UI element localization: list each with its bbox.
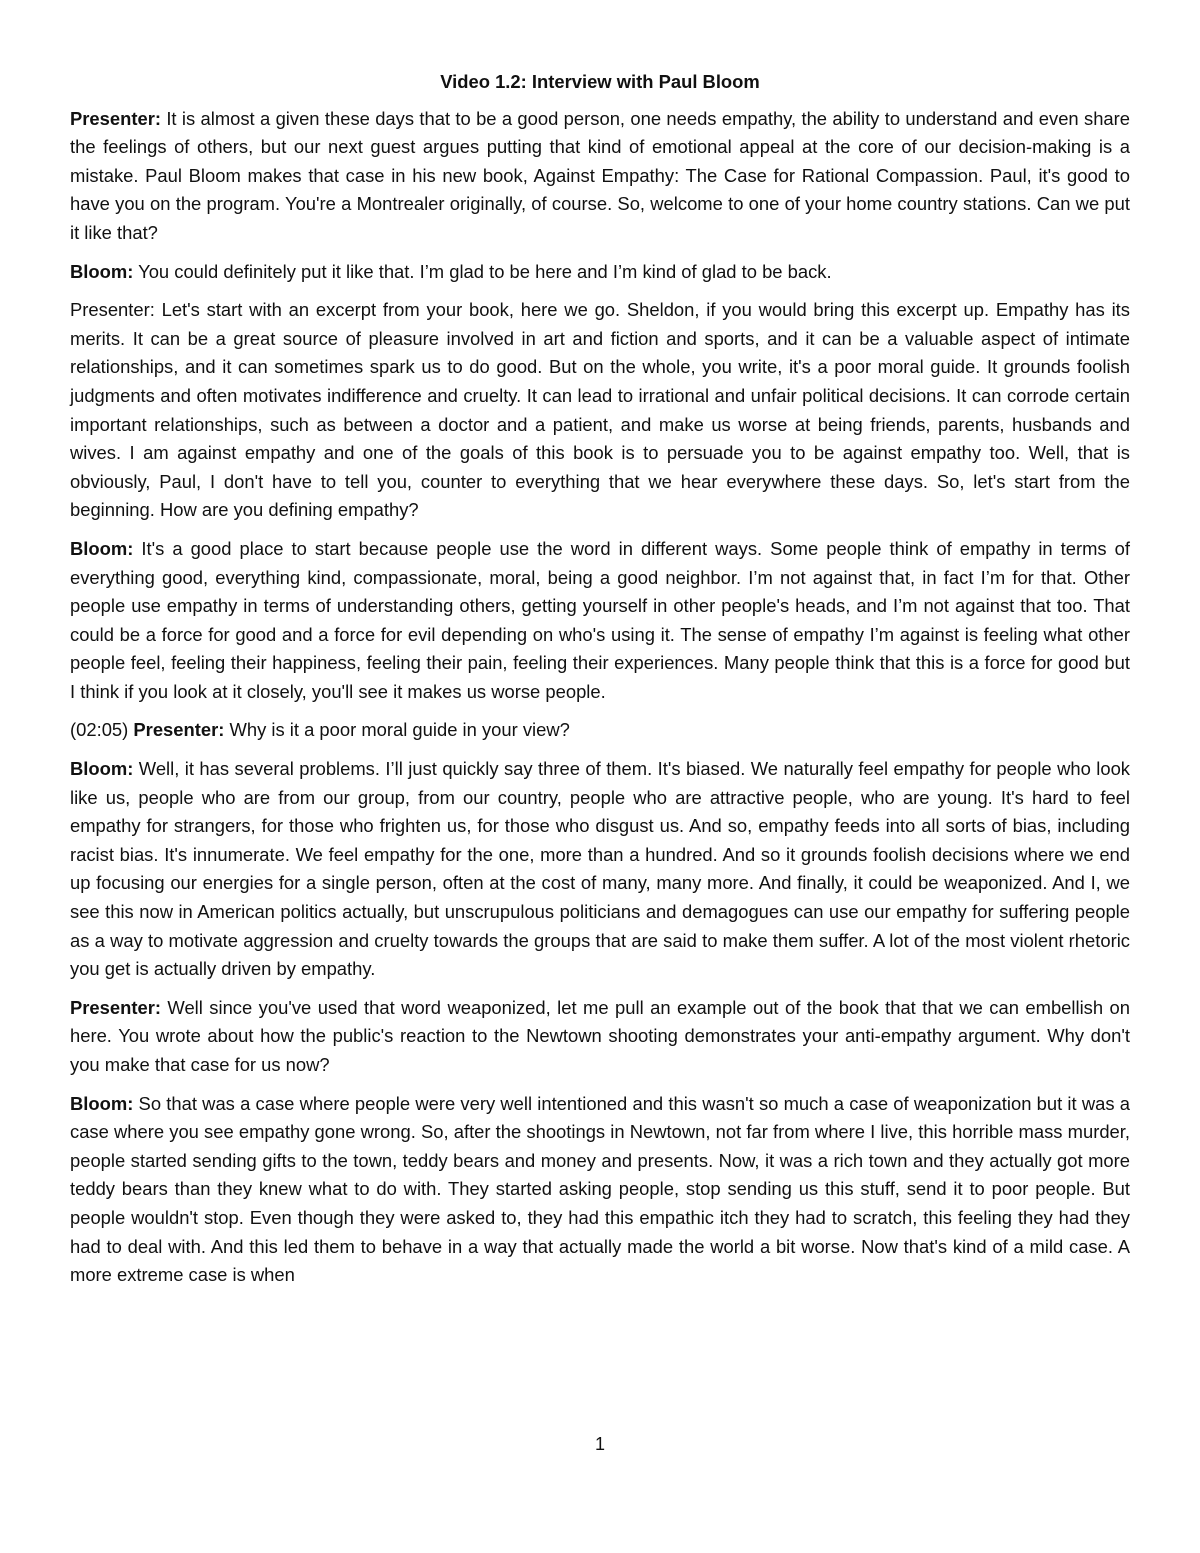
paragraph — [70, 716, 1130, 745]
paragraph-text: You could definitely put it like that. I’m glad to be here and I’m kind of glad to be back. — [133, 260, 832, 282]
speaker-label: Presenter: — [70, 996, 161, 1018]
paragraph — [70, 755, 1130, 984]
paragraph — [70, 296, 1130, 525]
paragraph — [70, 105, 1130, 248]
paragraph — [70, 1090, 1130, 1290]
speaker-label: Bloom: — [70, 1092, 134, 1114]
paragraph — [70, 535, 1130, 707]
speaker-label: Presenter: — [70, 107, 161, 129]
paragraph-text: Why is it a poor moral guide in your view? — [224, 719, 570, 741]
paragraph-text: Presenter: Let's start with an excerpt from your book, here we go. Sheldon, if you would bring this excerpt up. Empathy has its merits. It can be a great source of pleasure involved in art and fiction and sports, and it can be a valuable aspect of intimate relationships, and it can sometimes spark us to do good. But on the whole, you write, it's a poor moral guide. It grounds foolish judgments and often motivates indifference and cruelty. It can lead to irrational and unfair political decisions. It can corrode certain important relationships, such as between a doctor and a patient, and make us worse at being friends, parents, husbands and wives. I am against empathy and one of the goals of this book is to persuade you to be against empathy too. Well, that is obviously, Paul, I don't have to tell you, counter to everything that we hear everywhere these days. So, let's start from the beginning. How are you defining empathy? — [70, 299, 1130, 521]
speaker-label: Bloom: — [70, 260, 134, 282]
timestamp: (02:05) — [70, 719, 134, 741]
paragraph-text: So that was a case where people were very well intentioned and this wasn't so much a case of weaponization but it was a case where you see empathy gone wrong. So, after the shootings in Newtown, not far from where I live, this horrible mass murder, people started sending gifts to the town, teddy bears and money and presents. Now, it was a rich town and they actually got more teddy bears than they knew what to do with. They started asking people, stop sending us this stuff, send it to poor people. But people wouldn't stop. Even though they were asked to, they had this empathic itch they had to scratch, this feeling they had they had to deal with. And this led them to behave in a way that actually made the world a bit worse. Now that's kind of a mild case. A more extreme case is when — [70, 1092, 1130, 1286]
speaker-label: Presenter: — [133, 719, 225, 741]
document-page — [70, 68, 1130, 1300]
paragraph-text: It is almost a given these days that to be a good person, one needs empathy, the ability to understand and even share the feelings of others, but our next guest argues putting that kind of emotional appeal at the core of our decision-making is a mistake. Paul Bloom makes that case in his new book, Against Empathy: The Case for Rational Compassion. Paul, it's good to have you on the program. You're a Montrealer originally, of course. So, welcome to one of your home country stations. Can we put it like that? — [70, 107, 1130, 243]
paragraph — [70, 258, 1130, 287]
speaker-label: Bloom: — [70, 537, 134, 559]
paragraph-text: It's a good place to start because people use the word in different ways. Some people think of empathy in terms of everything good, everything kind, compassionate, moral, being a good neighbor. I’m not against that, in fact I’m for that. Other people use empathy in terms of understanding others, getting yourself in other people's heads, and I’m not against that too. That could be a force for good and a force for evil depending on who's using it. The sense of empathy I’m against is feeling what other people feel, feeling their happiness, feeling their pain, feeling their experiences. Many people think that this is a force for good but I think if you look at it closely, you'll see it makes us worse people. — [70, 537, 1130, 702]
paragraph-text: Well, it has several problems. I’ll just quickly say three of them. It's biased. We naturally feel empathy for people who look like us, people who are from our group, from our country, people who are attractive people, who are young. It's hard to feel empathy for strangers, for those who frighten us, for those who disgust us. And so, empathy feeds into all sorts of bias, including racist bias. It's innumerate. We feel empathy for the one, more than a hundred. And so it grounds foolish decisions where we end up focusing our energies for a single person, often at the cost of many, many more. And finally, it could be weaponized. And I, we see this now in American politics actually, but unscrupulous politicians and demagogues can use our empathy for suffering people as a way to motivate aggression and cruelty towards the groups that are said to make them suffer. A lot of the most violent rhetoric you get is actually driven by empathy. — [70, 758, 1130, 980]
page-number: 1 — [594, 1434, 605, 1454]
paragraph — [70, 994, 1130, 1080]
speaker-label: Bloom: — [70, 758, 134, 780]
document-title: Video 1.2: Interview with Paul Bloom — [440, 71, 760, 92]
paragraph-text: Well since you've used that word weaponized, let me pull an example out of the book that that we can embellish on here. You wrote about how the public's reaction to the Newtown shooting demonstrates your anti-empathy argument. Why don't you make that case for us now? — [70, 996, 1130, 1075]
